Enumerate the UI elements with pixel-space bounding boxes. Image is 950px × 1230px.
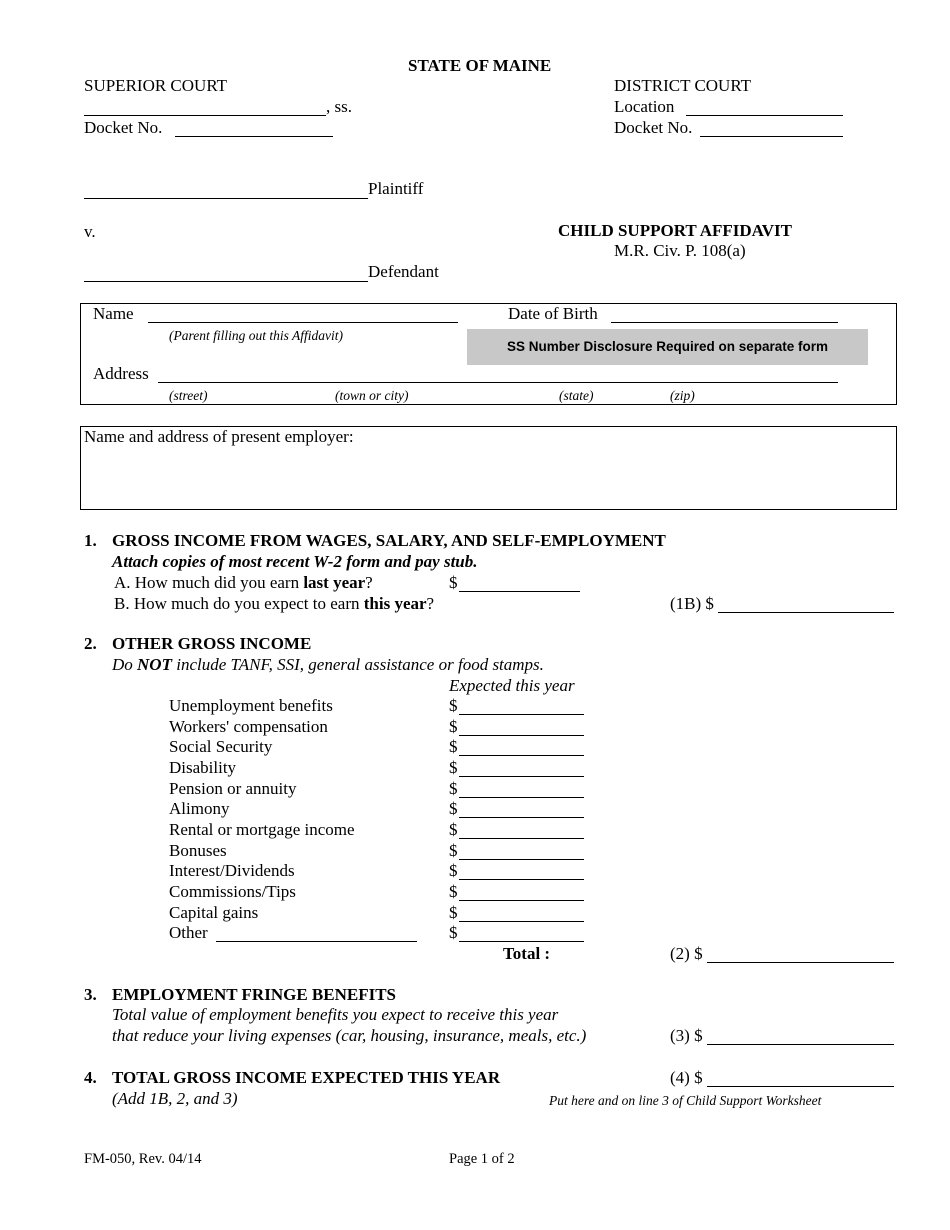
income-amount-field[interactable] bbox=[459, 797, 584, 798]
zip-hint: (zip) bbox=[670, 388, 695, 403]
name-field[interactable] bbox=[148, 322, 458, 323]
income-dollar: $ bbox=[449, 840, 458, 860]
plaintiff-field[interactable] bbox=[84, 198, 368, 199]
section1b-question bbox=[114, 594, 434, 614]
rule-reference: M.R. Civ. P. 108(a) bbox=[614, 241, 746, 260]
employer-label: Name and address of present employer: bbox=[84, 427, 354, 446]
income-dollar: $ bbox=[449, 881, 458, 901]
income-dollar: $ bbox=[449, 696, 458, 715]
district-court-label: DISTRICT COURT bbox=[614, 76, 752, 95]
form-title: CHILD SUPPORT AFFIDAVIT bbox=[558, 221, 792, 240]
income-row-other bbox=[169, 923, 589, 944]
income-dollar: $ bbox=[449, 757, 458, 777]
income-amount-field[interactable] bbox=[459, 817, 584, 818]
section1b-text: B. How much do you expect to earn bbox=[114, 594, 364, 613]
section2-total-field[interactable] bbox=[707, 962, 894, 963]
income-row bbox=[169, 737, 589, 758]
income-other-description-field[interactable] bbox=[216, 941, 417, 942]
section1a-text: A. How much did you earn bbox=[114, 573, 304, 592]
income-row bbox=[169, 779, 589, 800]
ss-label: , ss. bbox=[326, 97, 352, 116]
income-amount-field[interactable] bbox=[459, 900, 584, 901]
income-dollar: $ bbox=[449, 737, 458, 757]
section1b-mark: ? bbox=[426, 594, 435, 613]
income-amount-field[interactable] bbox=[459, 755, 584, 756]
section3-line1: Total value of employment benefits you expect to receive this year bbox=[112, 1005, 559, 1024]
section2-total-ref: (2) $ bbox=[670, 944, 703, 963]
address-label: Address bbox=[93, 364, 149, 383]
street-hint: (street) bbox=[169, 388, 208, 403]
section1-note: Attach copies of most recent W-2 form and pay stub. bbox=[112, 552, 478, 571]
section2-note-post: include TANF, SSI, general assistance or food stamps. bbox=[171, 655, 544, 674]
worksheet-note: Put here and on line 3 of Child Support Worksheet bbox=[549, 1093, 822, 1108]
income-row bbox=[169, 841, 589, 862]
section1a-mark: ? bbox=[365, 573, 373, 592]
section1a-emphasis: last year bbox=[303, 573, 366, 592]
section1a-field[interactable] bbox=[459, 591, 580, 592]
income-dollar: $ bbox=[449, 902, 458, 922]
income-label: Rental or mortgage income bbox=[169, 819, 355, 839]
section2-total-label: Total : bbox=[503, 944, 551, 963]
income-label: Unemployment benefits bbox=[169, 696, 333, 715]
income-amount-field[interactable] bbox=[459, 714, 584, 715]
section2-title: OTHER GROSS INCOME bbox=[112, 634, 312, 653]
section4-ref: (4) $ bbox=[670, 1068, 703, 1087]
state-hint: (state) bbox=[559, 388, 594, 403]
defendant-label: Defendant bbox=[368, 262, 439, 281]
income-dollar: $ bbox=[449, 799, 458, 819]
plaintiff-label: Plaintiff bbox=[368, 179, 424, 198]
docket-label-right: Docket No. bbox=[614, 118, 693, 137]
income-dollar: $ bbox=[449, 716, 458, 736]
name-label: Name bbox=[93, 304, 134, 323]
page-number: Page 1 of 2 bbox=[449, 1151, 515, 1167]
section1a-question bbox=[114, 573, 373, 593]
income-row bbox=[169, 861, 589, 882]
form-id: FM-050, Rev. 04/14 bbox=[84, 1151, 202, 1167]
income-row bbox=[169, 696, 589, 717]
income-label: Commissions/Tips bbox=[169, 881, 296, 901]
income-dollar: $ bbox=[449, 819, 458, 839]
income-dollar: $ bbox=[449, 778, 458, 798]
superior-court-label: SUPERIOR COURT bbox=[84, 76, 228, 95]
income-dollar: $ bbox=[449, 861, 458, 881]
section1a-dollar: $ bbox=[449, 573, 458, 592]
income-row bbox=[169, 882, 589, 903]
dob-field[interactable] bbox=[611, 322, 838, 323]
section3-number: 3. bbox=[84, 985, 97, 1004]
expected-column-header: Expected this year bbox=[449, 676, 575, 695]
section2-note-emphasis: NOT bbox=[137, 655, 172, 674]
town-hint: (town or city) bbox=[335, 388, 409, 403]
state-heading: STATE OF MAINE bbox=[408, 56, 552, 75]
income-amount-field[interactable] bbox=[459, 859, 584, 860]
income-other-amount-field[interactable] bbox=[459, 941, 584, 942]
section1b-field[interactable] bbox=[718, 612, 894, 613]
name-hint: (Parent filling out this Affidavit) bbox=[169, 328, 343, 343]
income-row bbox=[169, 758, 589, 779]
income-row bbox=[169, 903, 589, 924]
section1b-emphasis: this year bbox=[363, 594, 427, 613]
section3-line2: that reduce your living expenses (car, housing, insurance, meals, etc.) bbox=[112, 1026, 587, 1045]
income-label: Capital gains bbox=[169, 902, 259, 922]
income-other-label: Other bbox=[169, 923, 208, 942]
section3-field[interactable] bbox=[707, 1044, 894, 1045]
location-field[interactable] bbox=[686, 115, 843, 116]
section1-number: 1. bbox=[84, 531, 97, 550]
income-label: Interest/Dividends bbox=[169, 861, 295, 881]
defendant-field[interactable] bbox=[84, 281, 368, 282]
docket-field-left[interactable] bbox=[175, 136, 333, 137]
income-label: Alimony bbox=[169, 799, 230, 819]
income-amount-field[interactable] bbox=[459, 838, 584, 839]
county-field[interactable] bbox=[84, 115, 326, 116]
section1-title: GROSS INCOME FROM WAGES, SALARY, AND SELF-EMPLOYMENT bbox=[112, 531, 666, 550]
income-label: Social Security bbox=[169, 737, 273, 757]
income-row bbox=[169, 717, 589, 738]
income-label: Bonuses bbox=[169, 840, 227, 860]
section2-number: 2. bbox=[84, 634, 97, 653]
versus-label: v. bbox=[84, 222, 96, 241]
section4-number: 4. bbox=[84, 1068, 97, 1087]
section4-note: (Add 1B, 2, and 3) bbox=[112, 1089, 238, 1108]
income-amount-field[interactable] bbox=[459, 879, 584, 880]
section3-ref: (3) $ bbox=[670, 1026, 703, 1045]
section4-field[interactable] bbox=[707, 1086, 894, 1087]
income-row bbox=[169, 799, 589, 820]
docket-label-left: Docket No. bbox=[84, 118, 163, 137]
income-other-dollar: $ bbox=[449, 923, 458, 942]
income-amount-field[interactable] bbox=[459, 735, 584, 736]
ss-notice-banner: SS Number Disclosure Required on separate form bbox=[467, 329, 868, 365]
section3-title: EMPLOYMENT FRINGE BENEFITS bbox=[112, 985, 397, 1004]
income-label: Workers' compensation bbox=[169, 716, 328, 736]
section1b-ref: (1B) $ bbox=[670, 594, 714, 613]
docket-field-right[interactable] bbox=[700, 136, 843, 137]
income-amount-field[interactable] bbox=[459, 921, 584, 922]
income-amount-field[interactable] bbox=[459, 776, 584, 777]
income-label: Disability bbox=[169, 757, 237, 777]
location-label: Location bbox=[614, 97, 675, 116]
section2-note bbox=[112, 655, 544, 675]
income-row bbox=[169, 820, 589, 841]
dob-label: Date of Birth bbox=[508, 304, 598, 323]
income-label: Pension or annuity bbox=[169, 778, 297, 798]
section4-title: TOTAL GROSS INCOME EXPECTED THIS YEAR bbox=[112, 1068, 501, 1087]
address-field[interactable] bbox=[158, 382, 838, 383]
section2-note-pre: Do bbox=[112, 655, 138, 674]
